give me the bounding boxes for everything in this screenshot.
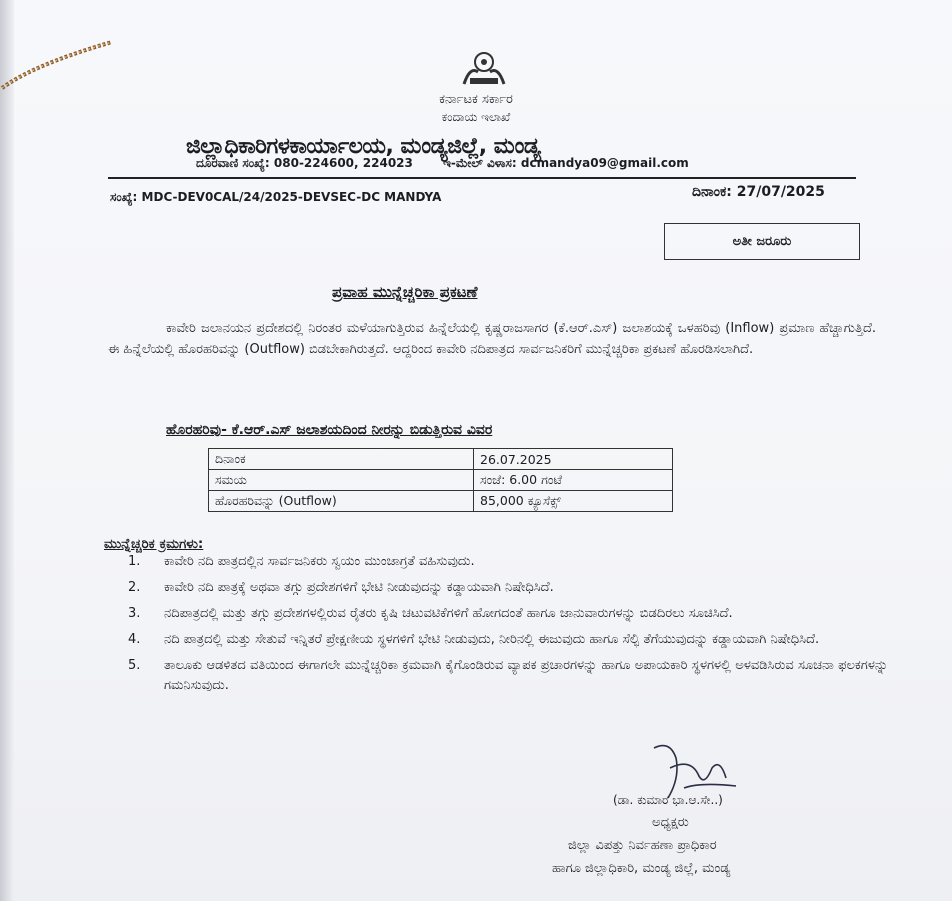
list-item: [128, 552, 888, 572]
table-cell-value: 85,000 ಕ್ಯೂಸೆಕ್ಸ್: [474, 491, 673, 512]
list-item: [128, 604, 888, 624]
signatory-authority: ಜಿಲ್ಲಾ ವಿಪತ್ತು ನಿರ್ವಹಣಾ ಪ್ರಾಧಿಕಾರ: [568, 838, 717, 853]
table-cell-label: ದಿನಾಂಕ: [209, 449, 474, 470]
table-cell-value: 26.07.2025: [474, 449, 673, 470]
list-item: [128, 630, 888, 650]
state-emblem-icon: [456, 48, 512, 88]
signatory-title: ಅಧ್ಯಕ್ಷರು: [652, 815, 689, 830]
string-thread-decoration: [0, 30, 115, 90]
table-row: [209, 449, 673, 470]
signatory-name: (ಡಾ. ಕುಮಾರ ಭಾ.ಆ.ಸೇ..): [613, 793, 723, 807]
list-item-number: 3.: [128, 606, 141, 621]
table-row: [209, 491, 673, 512]
list-item-text: ತಾಲೂಕು ಆಡಳಿತದ ವತಿಯಿಂದ ಈಗಾಗಲೇ ಮುನ್ನೆಚ್ಚರಿಕಾ ಕ್ರಮವಾಗಿ ಕೈಗೊಂಡಿರುವ ವ್ಯಾಪಕ ಪ್ರಚಾರಗಳನ್ನು ಹಾಗೂ ಅಪಾಯಕಾರಿ ಸ್ಥಳಗಳಲ್ಲಿ ಅಳವಡಿಸಿರುವ ಸೂಚನಾ ಫಲಕಗಳನ್ನು ಗಮನಿಸುವುದು.: [164, 658, 888, 693]
list-item-number: 4.: [128, 632, 141, 647]
list-item: [128, 656, 888, 696]
office-title: ಜಿಲ್ಲಾಧಿಕಾರಿಗಳಕಾರ್ಯಾಲಯ, ಮಂಡ್ಯಜಿಲ್ಲೆ, ಮಂಡ್ಯ: [186, 134, 541, 159]
list-item-number: 5.: [128, 658, 141, 673]
urgent-badge: ಅತೀ ಜರೂರು: [664, 223, 860, 260]
list-item-number: 1.: [128, 554, 141, 569]
outflow-table: [208, 448, 673, 512]
notice-date: ದಿನಾಂಕ: 27/07/2025: [692, 184, 825, 200]
list-item-text: ಕಾವೇರಿ ನದಿ ಪಾತ್ರದಲ್ಲಿನ ಸಾರ್ವಜನಿಕರು ಸ್ವಯಂ ಮುಂಜಾಗ್ರತೆ ವಹಿಸುವುದು.: [164, 554, 475, 569]
contact-line: [196, 156, 715, 171]
header-divider: [108, 177, 856, 179]
table-row: [209, 470, 673, 491]
page-edge-shadow: [0, 0, 14, 901]
list-item-text: ಕಾವೇರಿ ನದಿ ಪಾತ್ರಕ್ಕೆ ಅಥವಾ ತಗ್ಗು ಪ್ರದೇಶಗಳಿಗೆ ಭೇಟಿ ನೀಡುವುದನ್ನು ಕಡ್ಡಾಯವಾಗಿ ನಿಷೇಧಿಸಿದೆ.: [164, 580, 554, 595]
signatory-office: ಹಾಗೂ ಜಿಲ್ಲಾಧಿಕಾರಿ, ಮಂಡ್ಯ ಜಿಲ್ಲೆ, ಮಂಡ್ಯ: [552, 861, 731, 876]
list-item-text: ನದಿ ಪಾತ್ರದಲ್ಲಿ ಮತ್ತು ಸೇತುವೆ ಇನ್ನಿತರೆ ಪ್ರೇಕ್ಷಣೀಯ ಸ್ಥಳಗಳಿಗೆ ಭೇಟಿ ನೀಡುವುದು, ನೀರಿನಲ್ಲಿ ಈಜುವುದು ಹಾಗೂ ಸೆಲ್ಫಿ ತೆಗೆಯುವುದನ್ನು ಕಡ್ಡಾಯವಾಗಿ ನಿಷೇಧಿಸಿದೆ.: [164, 632, 820, 647]
list-item: [128, 578, 888, 598]
measures-heading: ಮುನ್ನೆಚ್ಚರಿಕ ಕ್ರಮಗಳು:: [104, 536, 204, 552]
email-address: ಇ-ಮೇಲ್ ವಿಳಾಸ: dcmandya09@gmail.com: [443, 156, 689, 170]
department-name: ಕಂದಾಯ ಇಲಾಖೆ: [441, 110, 511, 124]
list-item-number: 2.: [128, 580, 141, 595]
table-cell-label: ಸಮಯ: [209, 470, 474, 491]
outflow-table-title: ಹೊರಹರಿವು- ಕೆ.ಆರ್.ಎಸ್ ಜಲಾಶಯದಿಂದ ನೀರನ್ನು ಬಿಡುತ್ತಿರುವ ವಿವರ: [166, 422, 493, 438]
phone-number: ದೂರವಾಣಿ ಸಂಖ್ಯೆ: 080-224600, 224023: [196, 156, 413, 170]
list-item-text: ನದಿಪಾತ್ರದಲ್ಲಿ ಮತ್ತು ತಗ್ಗು ಪ್ರದೇಶಗಳಲ್ಲಿರುವ ರೈತರು ಕೃಷಿ ಚಟುವಟಿಕೆಗಳಿಗೆ ಹೋಗದಂತೆ ಹಾಗೂ ಜಾನುವಾರುಗಳನ್ನು ಬಿಡದಿರಲು ಸೂಚಿಸಿದೆ.: [164, 606, 733, 621]
table-cell-value: ಸಂಜೆ: 6.00 ಗಂಟೆ: [474, 470, 673, 491]
measures-list: [128, 552, 888, 702]
body-paragraph: ಕಾವೇರಿ ಜಲಾನಯನ ಪ್ರದೇಶದಲ್ಲಿ ನಿರಂತರ ಮಳೆಯಾಗುತ್ತಿರುವ ಹಿನ್ನೆಲೆಯಲ್ಲಿ ಕೃಷ್ಣರಾಜಸಾಗರ (ಕೆ.ಆರ್.ಎಸ್) ಜಲಾಶಯಕ್ಕೆ ಒಳಹರಿವು (Inflow) ಪ್ರಮಾಣ ಹೆಚ್ಚಾಗುತ್ತಿದೆ. ಈ ಹಿನ್ನೆಲೆಯಲ್ಲಿ ಹೊರಹರಿವನ್ನು (Outflow) ಬಿಡಬೇಕಾಗಿರುತ್ತದೆ. ಆದ್ದರಿಂದ ಕಾವೇರಿ ನದಿಪಾತ್ರದ ಸಾರ್ವಜನಿಕರಿಗೆ ಮುನ್ನೆಚ್ಚರಿಕಾ ಪ್ರಕಟಣೆ ಹೊರಡಿಸಲಾಗಿದೆ.: [108, 321, 876, 357]
government-name: ಕರ್ನಾಟಕ ಸರ್ಕಾರ: [439, 92, 513, 107]
table-cell-label: ಹೊರಹರಿವನ್ನು (Outflow): [209, 491, 474, 512]
notice-subject: ಪ್ರವಾಹ ಮುನ್ನೆಚ್ಚರಿಕಾ ಪ್ರಕಟಣೆ: [332, 283, 478, 301]
reference-number: ಸಂಖ್ಯೆ: MDC-DEV0CAL/24/2025-DEVSEC-DC MANDYA: [110, 190, 442, 204]
